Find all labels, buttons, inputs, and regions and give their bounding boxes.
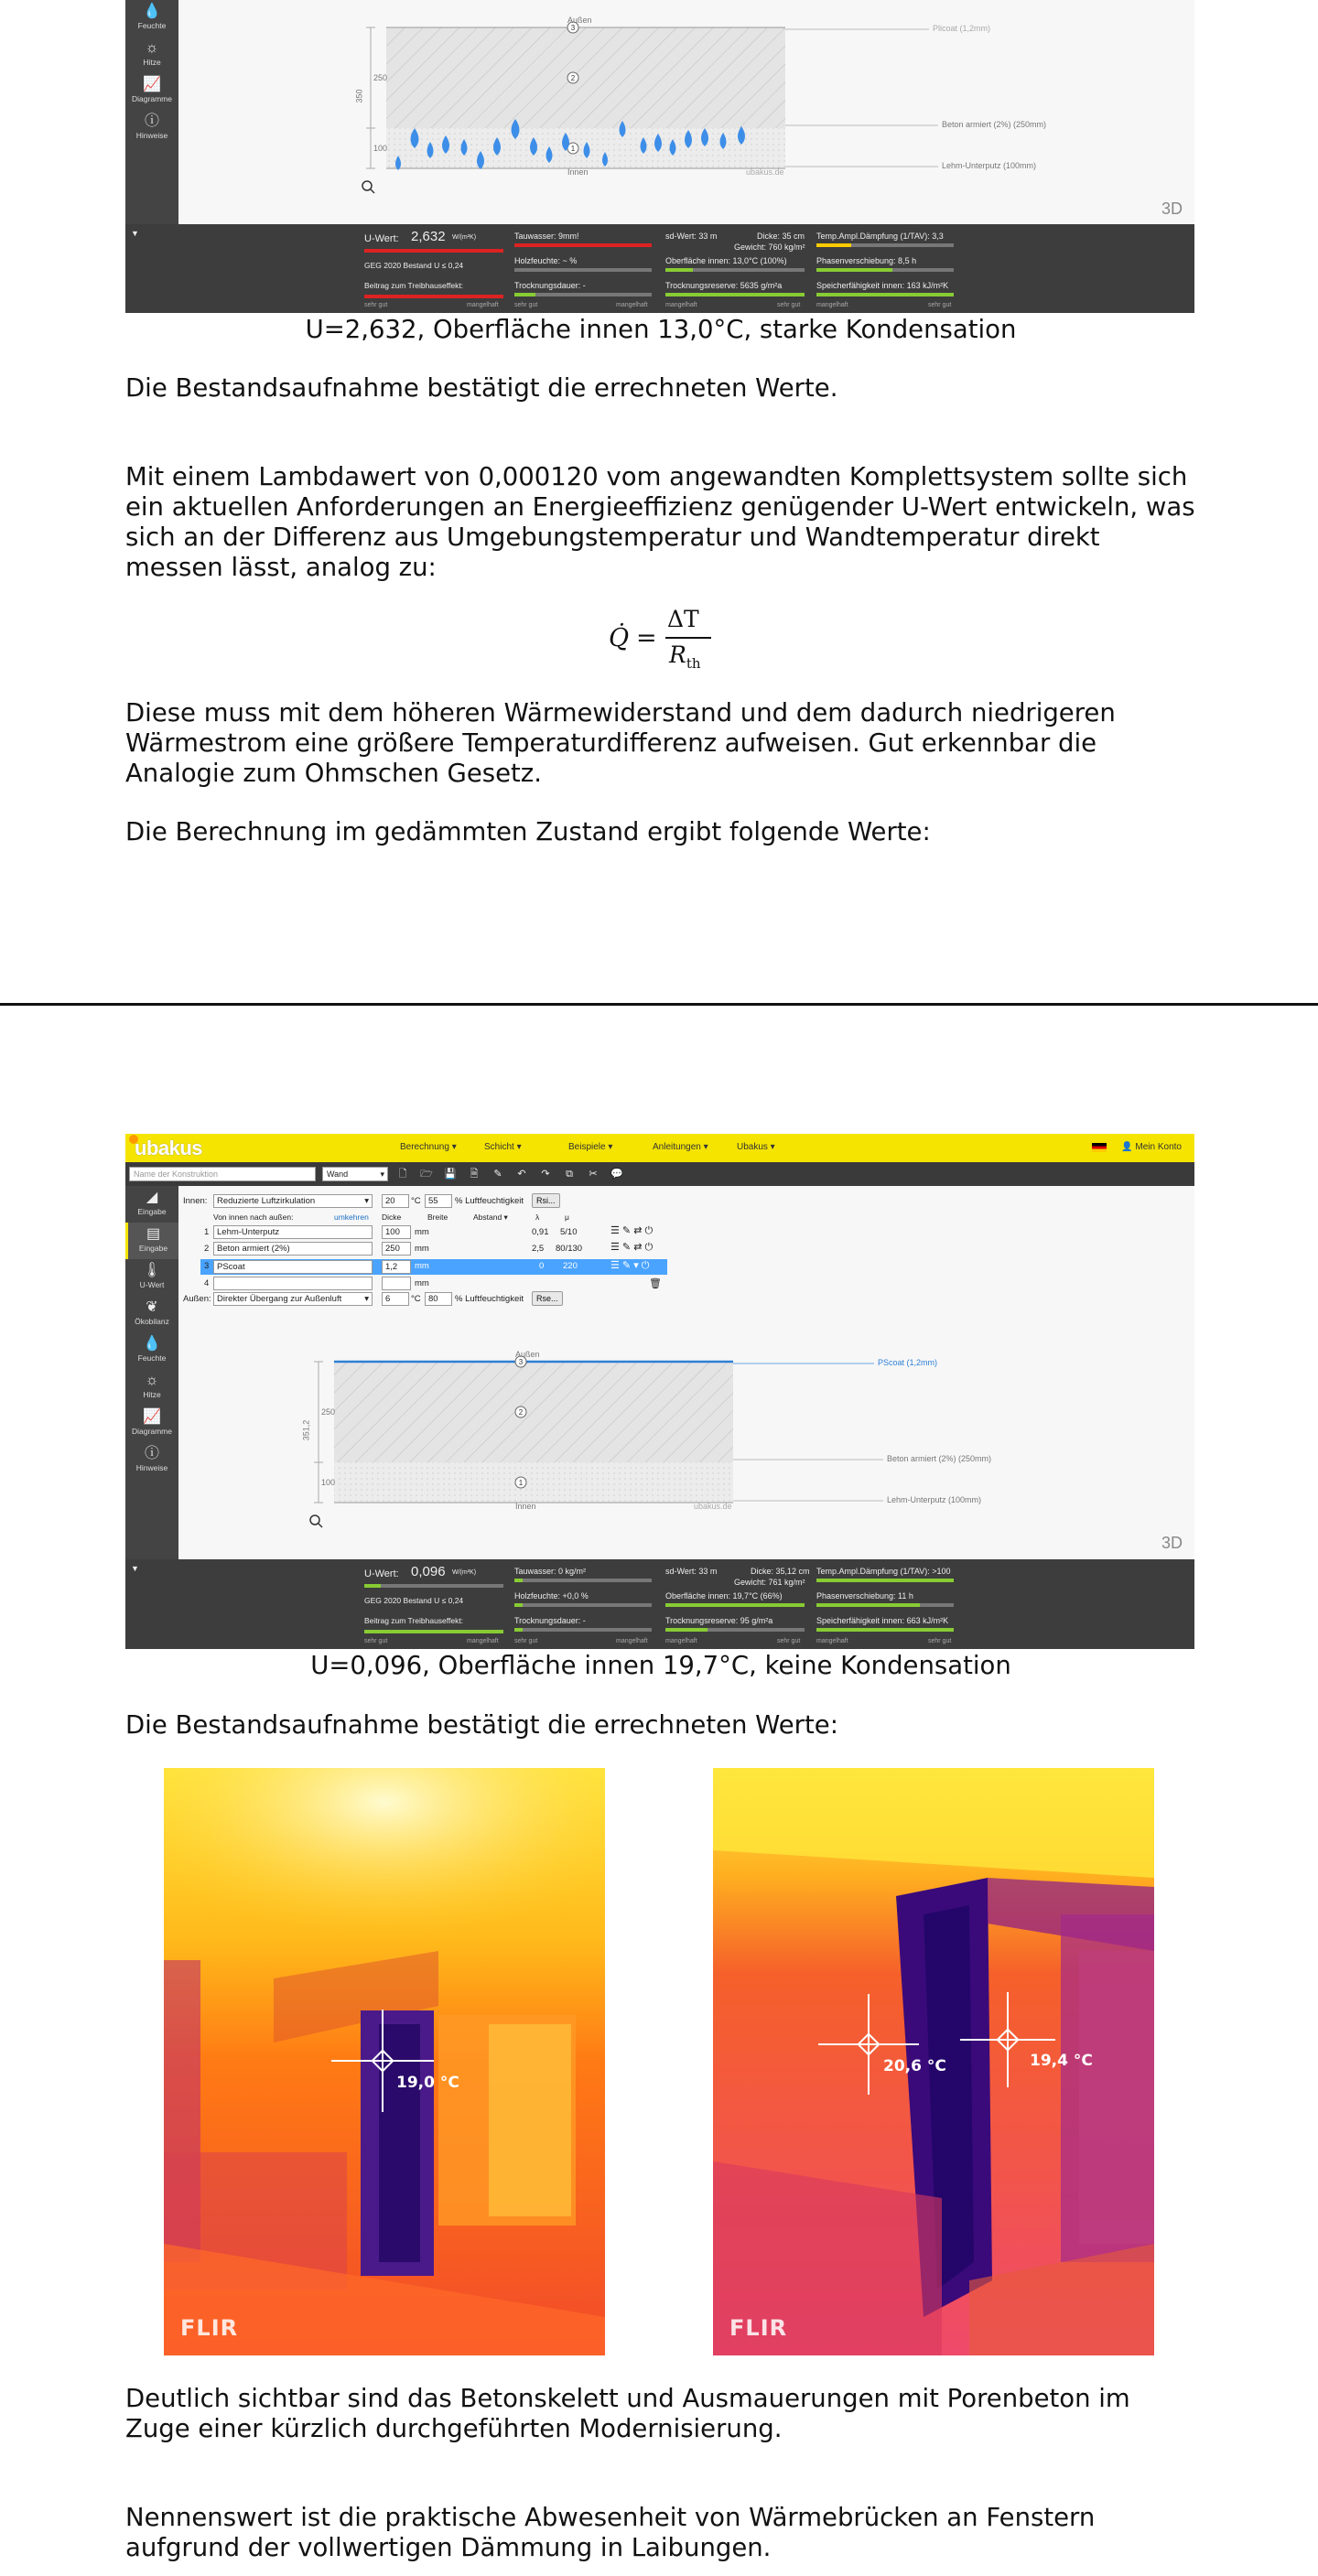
sun-icon: ☼ [145, 1373, 159, 1388]
thermal-image-2 [713, 1768, 1154, 2355]
trash-icon[interactable]: 🗑 [649, 1278, 662, 1289]
thermometer-icon: 🌡 [142, 1263, 162, 1278]
save-icon[interactable]: 💾 [444, 1169, 457, 1180]
sun-icon: ☼ [145, 40, 159, 56]
treibhaus-bar [364, 295, 503, 298]
paragraph: Diese muss mit dem höheren Wärmewiderstand und dem dadurch niedrigeren Wärmestrom eine größere Temperaturdifferenz aufweisen. Gut erkennbar die Analogie zum Ohmschen Gesetz. [125, 698, 1116, 788]
svg-text:3: 3 [518, 1358, 524, 1366]
row-actions-icons[interactable]: ☰ ✎ ⇄ ⏻ [610, 1242, 654, 1253]
pencil-icon: ◢ [146, 1190, 158, 1205]
compare-icon[interactable]: ⧉ [566, 1169, 573, 1180]
layer-thickness-input[interactable]: 250 [382, 1242, 411, 1256]
flir-logo: FLIR [729, 2315, 788, 2341]
leaf-icon: ❦ [146, 1299, 158, 1315]
caption-after: U=0,096, Oberfläche innen 19,7°C, keine Kondensation [310, 1651, 1011, 1680]
undo-icon[interactable]: ↶ [517, 1169, 526, 1180]
layers-icon: ▤ [146, 1226, 161, 1242]
3d-toggle[interactable]: 3D [1161, 1534, 1183, 1552]
top-navbar [125, 1134, 1194, 1162]
zoom-icon [362, 181, 372, 190]
row-actions-icons[interactable]: ☰ ✎ ⇄ ⏻ [610, 1225, 654, 1236]
sidebar-item-hitze[interactable]: ☼ Hitze [125, 37, 178, 73]
svg-text:2: 2 [518, 1408, 524, 1417]
svg-text:2: 2 [570, 74, 576, 82]
sidebar-item-hinweise[interactable]: ⓘ Hinweise [125, 1442, 178, 1479]
pdf-icon[interactable]: 🗎 [470, 1169, 479, 1180]
chart-icon: 📈 [143, 1409, 161, 1425]
treibhaus-bar [364, 1630, 503, 1633]
layer-material-select[interactable]: PScoat [213, 1260, 373, 1274]
zoom-icon [310, 1515, 319, 1525]
drop-icon: 💧 [143, 1336, 161, 1352]
user-icon: 👤 [1121, 1142, 1136, 1152]
innen-humidity-input[interactable]: 55 [425, 1194, 452, 1208]
sidebar-item-hitze[interactable]: ☼ Hitze [125, 1369, 178, 1406]
paragraph: Nennenswert ist die praktische Abwesenheit von Wärmebrücken an Fenstern aufgrund der vollwertigen Dämmung in Laibungen. [125, 2503, 1096, 2562]
uwert-bar [364, 249, 503, 253]
sidebar [125, 0, 178, 224]
edit-icon[interactable]: ✎ [493, 1169, 502, 1180]
ubakus-logo[interactable]: ubakus [135, 1137, 203, 1159]
menu-berechnung[interactable]: Berechnung ▾ [400, 1142, 457, 1152]
sidebar-item-uwert[interactable]: 🌡 U-Wert [125, 1259, 178, 1296]
tauwasser-bar [514, 243, 652, 247]
uwert-bar [364, 1584, 503, 1588]
temperature-label: 19,4 °C [1030, 2052, 1093, 2070]
sidebar-item-hinweise[interactable]: ⓘ Hinweise [125, 110, 178, 146]
svg-text:1: 1 [518, 1479, 524, 1487]
wall-section-drawing [178, 0, 1194, 224]
svg-text:3: 3 [570, 24, 576, 32]
aussen-climate-select[interactable]: Direkter Übergang zur Außenluft ▾ [213, 1292, 373, 1306]
thermal-scene [164, 1768, 605, 2355]
sidebar-item-feuchte[interactable]: 💧 Feuchte [125, 0, 178, 37]
chart-icon: 📈 [143, 77, 161, 92]
sidebar [125, 1186, 178, 1559]
toolbar-icons [396, 1168, 623, 1180]
aussen-humidity-input[interactable]: 80 [425, 1292, 452, 1306]
sidebar-item-eingabe-layers[interactable]: ▤ Eingabe [125, 1223, 178, 1259]
construction-canvas: Innen: Reduzierte Luftzirkulation ▾ 20 °C 55 % Luftfeuchtigkeit Rsi... Von innen nach außen: umkehren Dicke Breite Abstand ▾ λ μ 1 Lehm-Unterputz 100 mm 0,91 5/10 ☰ ✎ ⇄ ⏻ 2 Beton armiert (2%) 250 mm 2,5 80/130 ☰ ✎ ⇄ ⏻ 3 PScoat 1,2 mm 0 220 ☰ ✎ ▾ ⏻ 4 mm 🗑 Außen: Direkter Übergang zur Außenluft ▾ 6 °C 80 % Luftfeuchtigkeit Rse... 3 2 1 Außen Innen ubakus.de 351,2 250 100 PScoat (1,2mm) Beton armiert (2%) (250mm) Lehm-Unterputz (100mm) 3D [178, 1186, 1194, 1559]
rse-button[interactable]: Rse... [532, 1291, 563, 1306]
wall-section-drawing [178, 1186, 1194, 1559]
toolbar [125, 1162, 1194, 1186]
redo-icon[interactable]: ↷ [541, 1169, 550, 1180]
rsi-button[interactable]: Rsi... [532, 1193, 560, 1208]
info-icon: ⓘ [144, 1446, 159, 1461]
formula: Q̇ = ΔT $R_{th}$ [609, 604, 728, 673]
construction-name-input[interactable]: Name der Konstruktion [129, 1167, 316, 1181]
comment-icon[interactable]: 💬 [610, 1169, 623, 1180]
sidebar-item-diagramme[interactable]: 📈 Diagramme [125, 73, 178, 110]
german-flag-icon[interactable] [1092, 1143, 1107, 1152]
innen-temp-input[interactable]: 20 [382, 1194, 409, 1208]
menu-beispiele[interactable]: Beispiele ▾ [568, 1142, 613, 1152]
sidebar-item-oekobilanz[interactable]: ❦ Ökobilanz [125, 1296, 178, 1332]
account-link[interactable]: 👤 Mein Konto [1121, 1142, 1182, 1152]
layer-thickness-input[interactable]: 100 [382, 1225, 411, 1239]
umkehren-link[interactable]: umkehren [334, 1213, 369, 1222]
layer-material-select[interactable]: Beton armiert (2%) [213, 1242, 373, 1256]
thermal-image-1 [164, 1768, 605, 2355]
menu-ubakus[interactable]: Ubakus ▾ [737, 1142, 775, 1152]
new-file-icon[interactable]: 🗋 [398, 1169, 407, 1180]
paragraph: Die Berechnung im gedämmten Zustand ergibt folgende Werte: [125, 817, 931, 846]
sidebar-item-diagramme[interactable]: 📈 Diagramme [125, 1406, 178, 1442]
ubakus-app-before [125, 0, 1194, 313]
layer-material-select[interactable]: Lehm-Unterputz [213, 1225, 373, 1239]
3d-toggle[interactable]: 3D [1161, 199, 1183, 218]
paragraph: Die Bestandsaufnahme bestätigt die errechneten Werte: [125, 1710, 838, 1740]
sidebar-item-feuchte[interactable]: 💧 Feuchte [125, 1332, 178, 1369]
temperature-label: 20,6 °C [883, 2057, 946, 2075]
abstand-dropdown[interactable]: Abstand ▾ [473, 1213, 508, 1222]
paragraph: Deutlich sichtbar sind das Betonskelett und Ausmauerungen mit Porenbeton im Zuge einer kürzlich durchgeführten Modernisierung. [125, 2384, 1130, 2443]
collapse-icon[interactable]: ▼ [131, 1564, 139, 1573]
divider [0, 1003, 1318, 1006]
row-actions-icons[interactable]: ☰ ✎ ▾ ⏻ [610, 1260, 650, 1271]
paragraph: Die Bestandsaufnahme bestätigt die errechneten Werte. [125, 373, 838, 403]
ubakus-app-after [125, 1134, 1194, 1649]
aussen-temp-input[interactable]: 6 [382, 1292, 409, 1306]
info-icon: ⓘ [144, 113, 159, 129]
sidebar-item-eingabe[interactable]: ◢ Eingabe [125, 1186, 178, 1223]
status-bar: ▼ U-Wert: 2,632 W/(m²K) GEG 2020 Bestand U ≤ 0,24 Beitrag zum Treibhauseffekt: sehr gut mangelhaft Tauwasser: 9mm! Holzfeuchte: ~ % Trocknungsdauer: - sehr gut mangelhaft sd-Wert: 33 m Dicke: 35 cm Gewicht: 760 kg/m² Oberfläche innen: 13,0°C (100%) Trocknungsreserve: 5635 g/m²a mangelhaft sehr gut Temp.Ampl.Dämpfung (1/TAV): 3,3 Phasenverschiebung: 8,5 h Speicherfähigkeit innen: 163 kJ/m²K mangelhaft sehr gut [125, 224, 1194, 313]
svg-text:1: 1 [570, 145, 576, 153]
collapse-icon[interactable]: ▼ [131, 229, 139, 238]
status-bar: ▼ U-Wert: 0,096 W/(m²K) GEG 2020 Bestand U ≤ 0,24 Beitrag zum Treibhauseffekt: sehr gut mangelhaft Tauwasser: 0 kg/m² Holzfeuchte: +0,0 % Trocknungsdauer: - sehr gut mangelhaft sd-Wert: 33 m Dicke: 35,12 cm Gewicht: 761 kg/m² Oberfläche innen: 19,7°C (66%) Trocknungsreserve: 95 g/m²a mangelhaft sehr gut Temp.Ampl.Dämpfung (1/TAV): >100 Phasenverschiebung: 11 h Speicherfähigkeit innen: 663 kJ/m²K mangelhaft sehr gut [125, 1559, 1194, 1649]
construction-canvas: 3 2 1 Außen Innen ubakus.de 350 250 100 Plicoat (1,2mm) Beton armiert (2%) (250mm) Lehm-Unterputz (100mm) 3D [178, 0, 1194, 224]
temperature-label: 19,0 °C [396, 2074, 459, 2092]
open-folder-icon[interactable]: 🗁 [420, 1169, 433, 1180]
construction-type-select[interactable]: Wand ▾ [322, 1167, 388, 1181]
menu-schicht[interactable]: Schicht ▾ [484, 1142, 522, 1152]
tools-icon[interactable]: ✂ [589, 1169, 598, 1180]
main-menu [400, 1142, 821, 1152]
paragraph: Mit einem Lambdawert von 0,000120 vom angewandten Komplettsystem sollte sich ein aktuellen Anforderungen an Energieeffizienz genügender U-Wert entwickeln, was sich an der Differenz aus Umgebungstemperatur und Wandtemperatur direkt messen lässt, analog zu: [125, 462, 1195, 582]
caption-before: U=2,632, Oberfläche innen 13,0°C, starke Kondensation [305, 315, 1017, 344]
menu-anleitungen[interactable]: Anleitungen ▾ [653, 1142, 708, 1152]
innen-climate-select[interactable]: Reduzierte Luftzirkulation ▾ [213, 1194, 373, 1208]
drop-icon: 💧 [143, 4, 161, 19]
flir-logo: FLIR [180, 2315, 239, 2341]
layer-thickness-input[interactable]: 1,2 [382, 1260, 411, 1274]
